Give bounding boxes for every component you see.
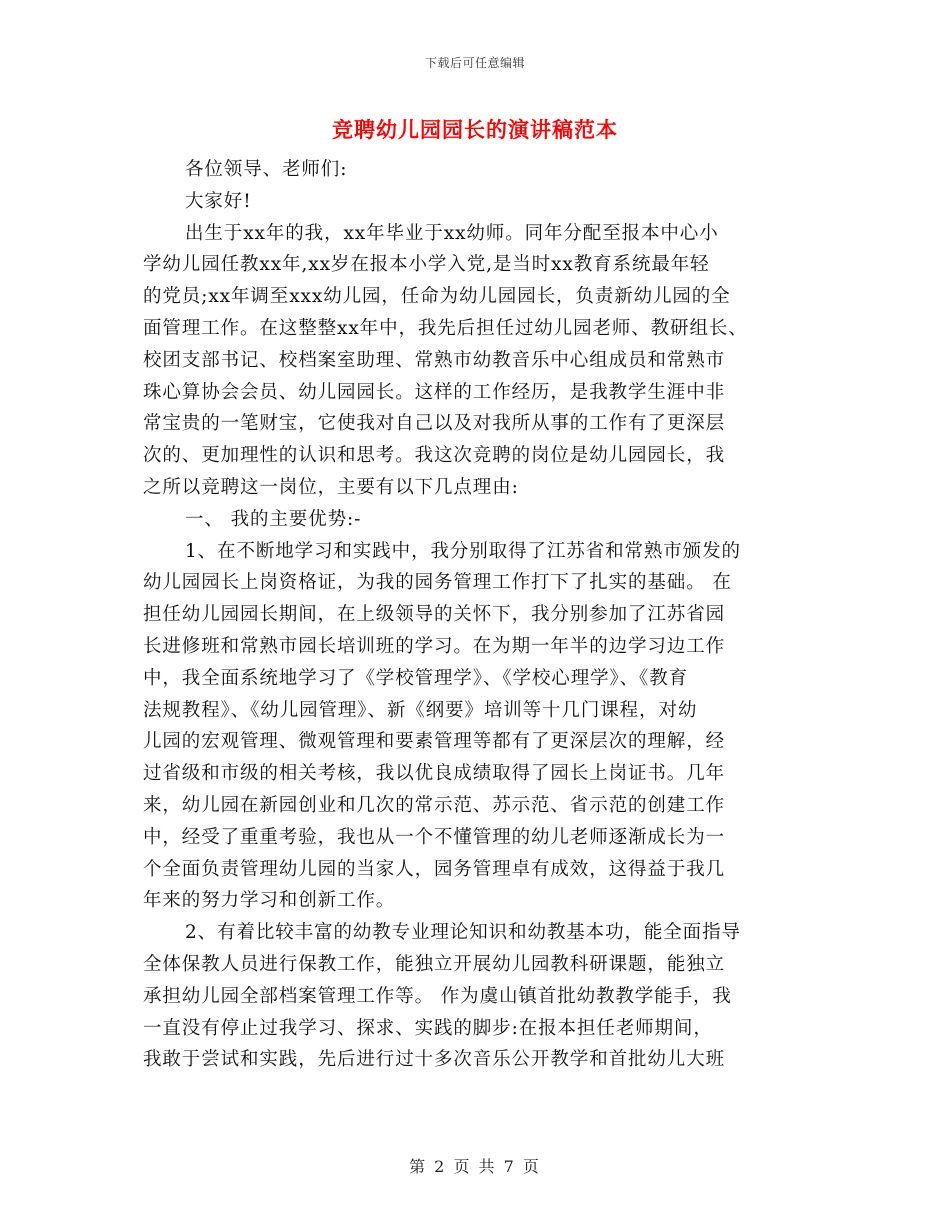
text-line: 长进修班和常熟市园长培训班的学习。在为期一年半的边学习边工作 xyxy=(143,635,726,657)
text-line: 我敢于尝试和实践，先后进行过十多次音乐公开教学和首批幼儿大班 xyxy=(143,1049,726,1071)
text-line: 各位领导、老师们: xyxy=(185,159,348,180)
text-line: 的党员;xx年调至xxx幼儿园，任命为幼儿园园长，负责新幼儿园的全 xyxy=(143,286,731,308)
text-line: 出生于xx年的我，xx年毕业于xx幼师。同年分配至报本中心小 xyxy=(185,222,719,244)
text-line: 中，经受了重重考验，我也从一个不懂管理的幼儿老师逐渐成长为一 xyxy=(143,826,726,848)
text-line: 之所以竞聘这一岗位，主要有以下几点理由: xyxy=(143,476,519,498)
text-line: 来，幼儿园在新园创业和几次的常示范、苏示范、省示范的创建工作 xyxy=(143,794,726,816)
text-line: 承担幼儿园全部档案管理工作等。 作为虞山镇首批幼教教学能手，我 xyxy=(143,985,732,1007)
text-line: 校团支部书记、校档案室助理、常熟市幼教音乐中心组成员和常熟市 xyxy=(143,349,726,371)
header-note: 下载后可任意编辑 xyxy=(424,56,525,70)
text-line: 珠心算协会会员、幼儿园园长。这样的工作经历，是我教学生涯中非 xyxy=(143,381,726,403)
text-line: 2、有着比较丰富的幼教专业理论知识和幼教基本功，能全面指导 xyxy=(185,922,741,944)
text-line: 年来的努力学习和创新工作。 xyxy=(143,890,396,912)
document-body xyxy=(143,154,807,1076)
text-line: 个全面负责管理幼儿园的当家人，园务管理卓有成效，这得益于我几 xyxy=(143,858,726,880)
text-line: 一、 我的主要优势:- xyxy=(185,508,362,530)
text-line: 学幼儿园任教xx年,xx岁在报本小学入党,是当时xx教育系统最年轻 xyxy=(143,254,710,276)
text-line: 面管理工作。在这整整xx年中，我先后担任过幼儿园老师、教研组长、 xyxy=(143,317,748,339)
text-line: 幼儿园园长上岗资格证，为我的园务管理工作打下了扎实的基础。 在 xyxy=(143,572,732,594)
text-line: 过省级和市级的相关考核，我以优良成绩取得了园长上岗证书。几年 xyxy=(143,763,726,785)
text-line: 法规教程》、《幼儿园管理》、新《纲要》培训等十几门课程，对幼 xyxy=(143,699,698,721)
text-line: 中，我全面系统地学习了《学校管理学》、《学校心理学》、《教育 xyxy=(143,667,689,689)
text-line: 1、在不断地学习和实践中，我分别取得了江苏省和常熟市颁发的 xyxy=(185,540,741,562)
text-line: 全体保教人员进行保教工作，能独立开展幼儿园教科研课题，能独立 xyxy=(143,953,726,975)
text-line: 常宝贵的一笔财宝，它使我对自己以及对我所从事的工作有了更深层 xyxy=(143,413,726,435)
text-line: 大家好! xyxy=(185,190,252,212)
page-footer: 第 2 页 共 7 页 xyxy=(409,1157,541,1176)
document-title: 竞聘幼儿园园长的演讲稿范本 xyxy=(332,117,618,142)
text-line: 担任幼儿园园长期间，在上级领导的关怀下，我分别参加了江苏省园 xyxy=(143,604,726,626)
text-line: 次的、更加理性的认识和思考。我这次竞聘的岗位是幼儿园园长，我 xyxy=(143,445,726,467)
text-line: 一直没有停止过我学习、探求、实践的脚步:在报本担任老师期间， xyxy=(143,1017,713,1039)
text-line: 儿园的宏观管理、微观管理和要素管理等都有了更深层次的理解，经 xyxy=(143,731,726,753)
